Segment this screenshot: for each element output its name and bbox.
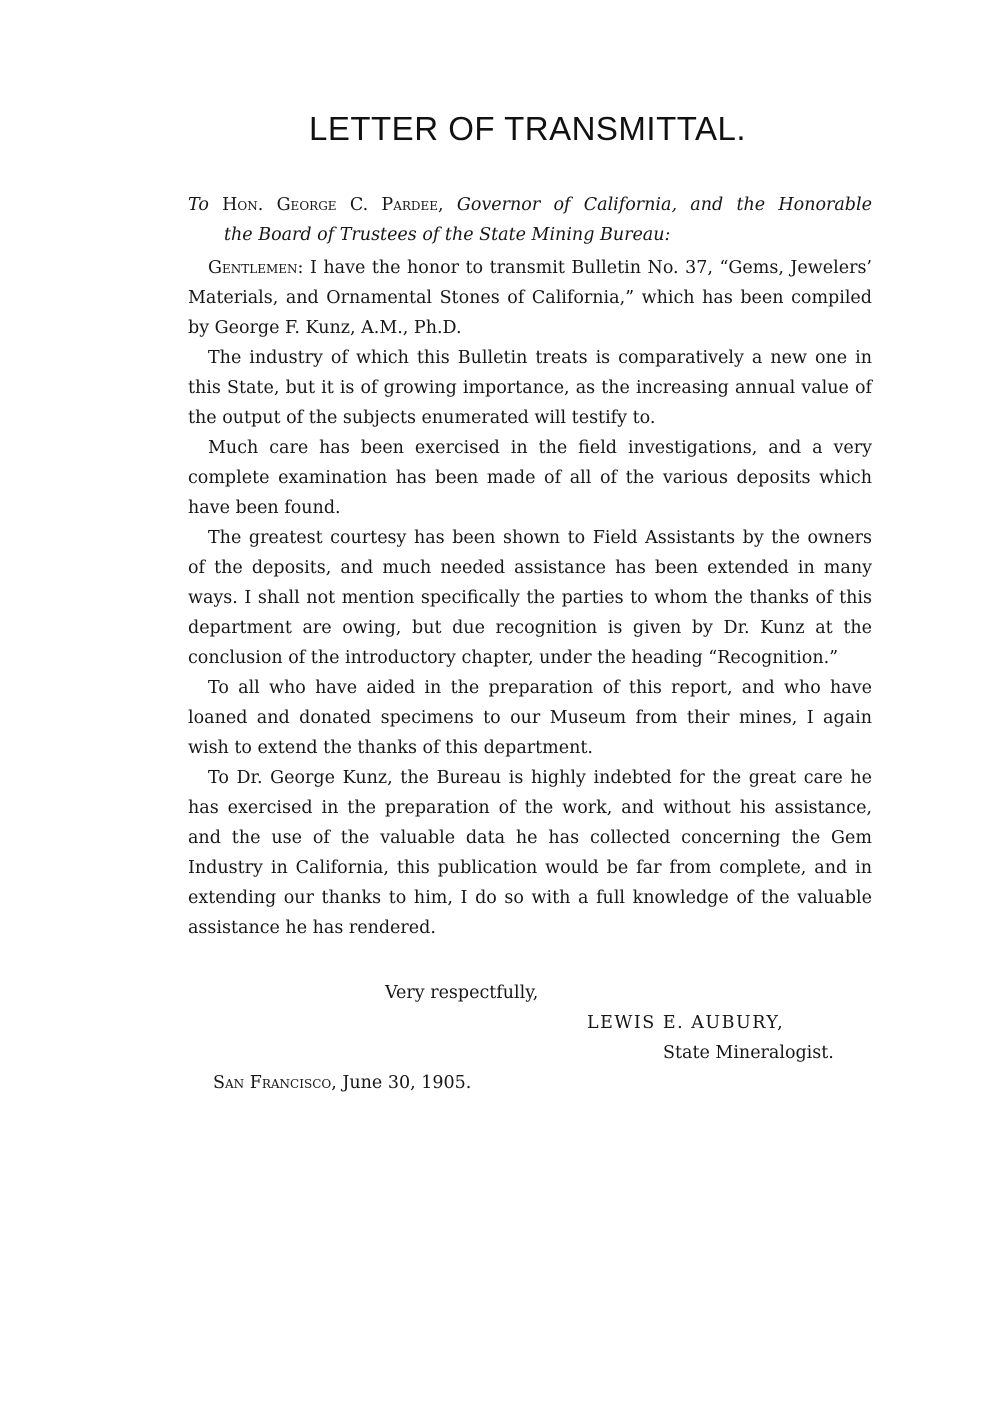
paragraph-text: I have the honor to transmit Bulletin No. 37, “Gems, Jewelers’ Materials, and Ornamental Stones of California,” which has been compiled by George F. Kunz, A.M., Ph.D. [188,258,872,338]
signature-name: LEWIS E. AUBURY, [587,1013,785,1033]
dateline [213,1068,471,1098]
closing: Very respectfully, [385,983,539,1003]
addressee-title: Governor of California, and the Honorable [456,195,872,215]
addressee-name: Hon. George C. Pardee, [222,195,444,215]
paragraph-5: To all who have aided in the preparation of this report, and who have loaned and donated specimens to our Museum from their mines, I again wish to extend the thanks of this department. [188,678,872,758]
address-line-2: the Board of Trustees of the State Mining Bureau: [224,225,671,245]
letter-body [188,253,872,943]
paragraph-6: To Dr. George Kunz, the Bureau is highly indebted for the great care he has exercised in the preparation of the work, and without his assistance, and the use of the valuable data he has collected concerning the Gem Industry in California, this publication would be far from complete, and in extending our thanks to him, I do so with a full knowledge of the valuable assistance he has rendered. [188,768,872,938]
signature-title: State Mineralogist. [663,1043,834,1063]
address-line-1 [188,190,872,220]
date-place: San Francisco, [213,1073,337,1093]
paragraph-1 [188,253,872,343]
address-prefix: To [188,195,209,215]
date: June 30, 1905. [342,1073,472,1093]
paragraph-2: The industry of which this Bulletin treats is comparatively a new one in this State, but it is of growing importance, as the increasing annual value of the output of the subjects enumerated will testify to. [188,348,872,428]
paragraph-4: The greatest courtesy has been shown to Field Assistants by the owners of the deposits, and much needed assistance has been extended in many ways. I shall not mention specifically the parties to whom the thanks of this department are owing, but due recognition is given by Dr. Kunz at the conclusion of the introductory chapter, under the heading “Recognition.” [188,528,872,668]
page-title: LETTER OF TRANSMITTAL. [309,110,746,147]
paragraph-3: Much care has been exercised in the field investigations, and a very complete examination has been made of all of the various deposits which have been found. [188,438,872,518]
salutation: Gentlemen: [208,258,304,278]
